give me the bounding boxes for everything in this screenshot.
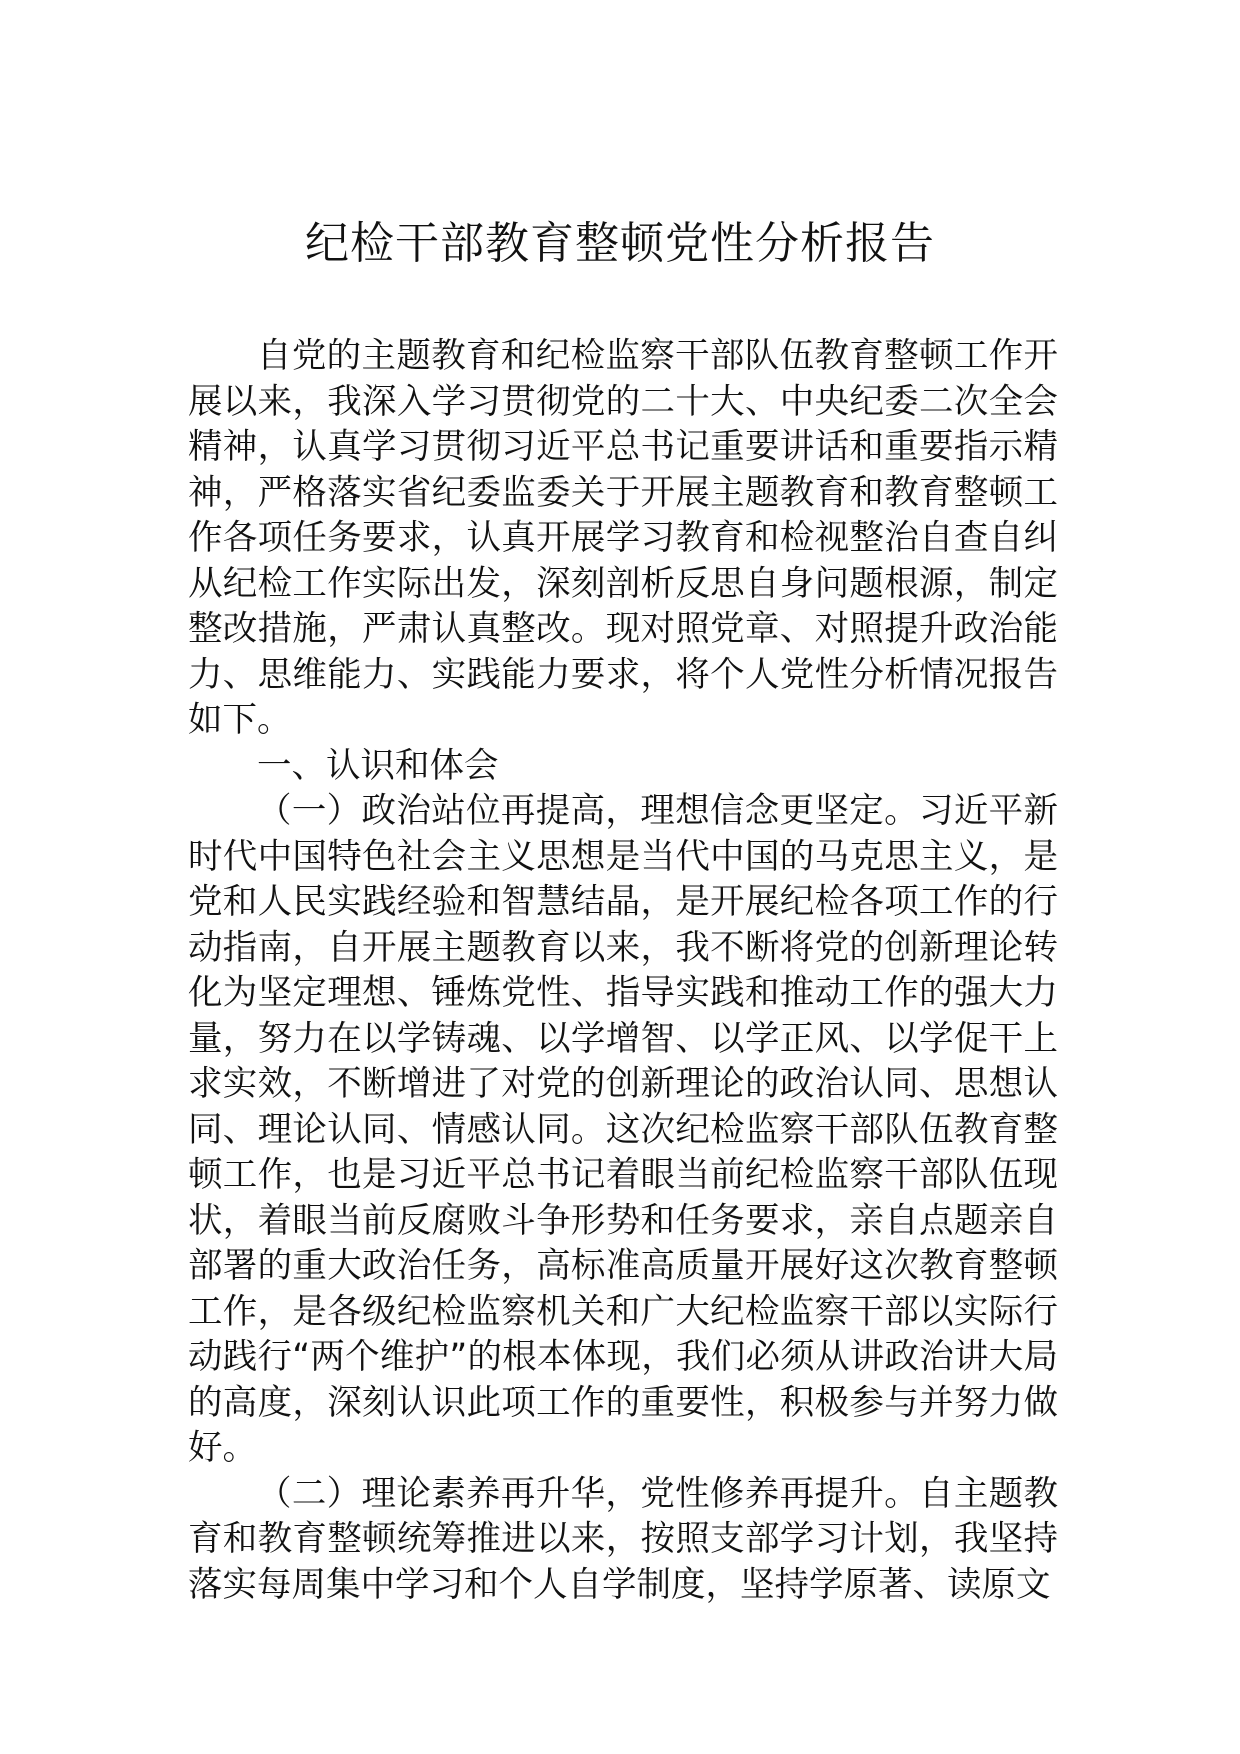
body-paragraph-2: （二）理论素养再升华，党性修养再提升。自主题教育和教育整顿统筹推进以来，按照支部学习计划，我坚持落实每周集中学习和个人自学制度，坚持学原著、读原文 <box>188 1473 1058 1605</box>
intro-paragraph: 自党的主题教育和纪检监察干部队伍教育整顿工作开展以来，我深入学习贯彻党的二十大、中央纪委二次全会精神，认真学习贯彻习近平总书记重要讲话和重要指示精神，严格落实省纪委监委关于开展主题教育和教育整顿工作各项任务要求，认真开展学习教育和检视整治自查自纠从纪检工作实际出发，深刻剖析反思自身问题根源，制定整改措施，严肃认真整改。现对照党章、对照提升政治能力、思维能力、实践能力要求，将个人党性分析情况报告如下。 <box>188 336 1058 740</box>
body-paragraph-1: （一）政治站位再提高，理想信念更坚定。习近平新时代中国特色社会主义思想是当代中国的马克思主义，是党和人民实践经验和智慧结晶，是开展纪检各项工作的行动指南，自开展主题教育以来，我不断将党的创新理论转化为坚定理想、锤炼党性、指导实践和推动工作的强大力量，努力在以学铸魂、以学增智、以学正风、以学促干上求实效，不断增进了对党的创新理论的政治认同、思想认同、理论认同、情感认同。这次纪检监察干部队伍教育整顿工作，也是习近平总书记着眼当前纪检监察干部队伍现状，着眼当前反腐败斗争形势和任务要求，亲自点题亲自部署的重大政治任务，高标准高质量开展好这次教育整顿工作，是各级纪检监察机关和广大纪检监察干部以实际行动践行“两个维护”的根本体现，我们必须从讲政治讲大局的高度，深刻认识此项工作的重要性，积极参与并努力做好。 <box>188 791 1058 1468</box>
document-title: 纪检干部教育整顿党性分析报告 <box>305 218 935 269</box>
section-heading: 一、认识和体会 <box>257 745 499 786</box>
document-body <box>188 334 1058 1608</box>
